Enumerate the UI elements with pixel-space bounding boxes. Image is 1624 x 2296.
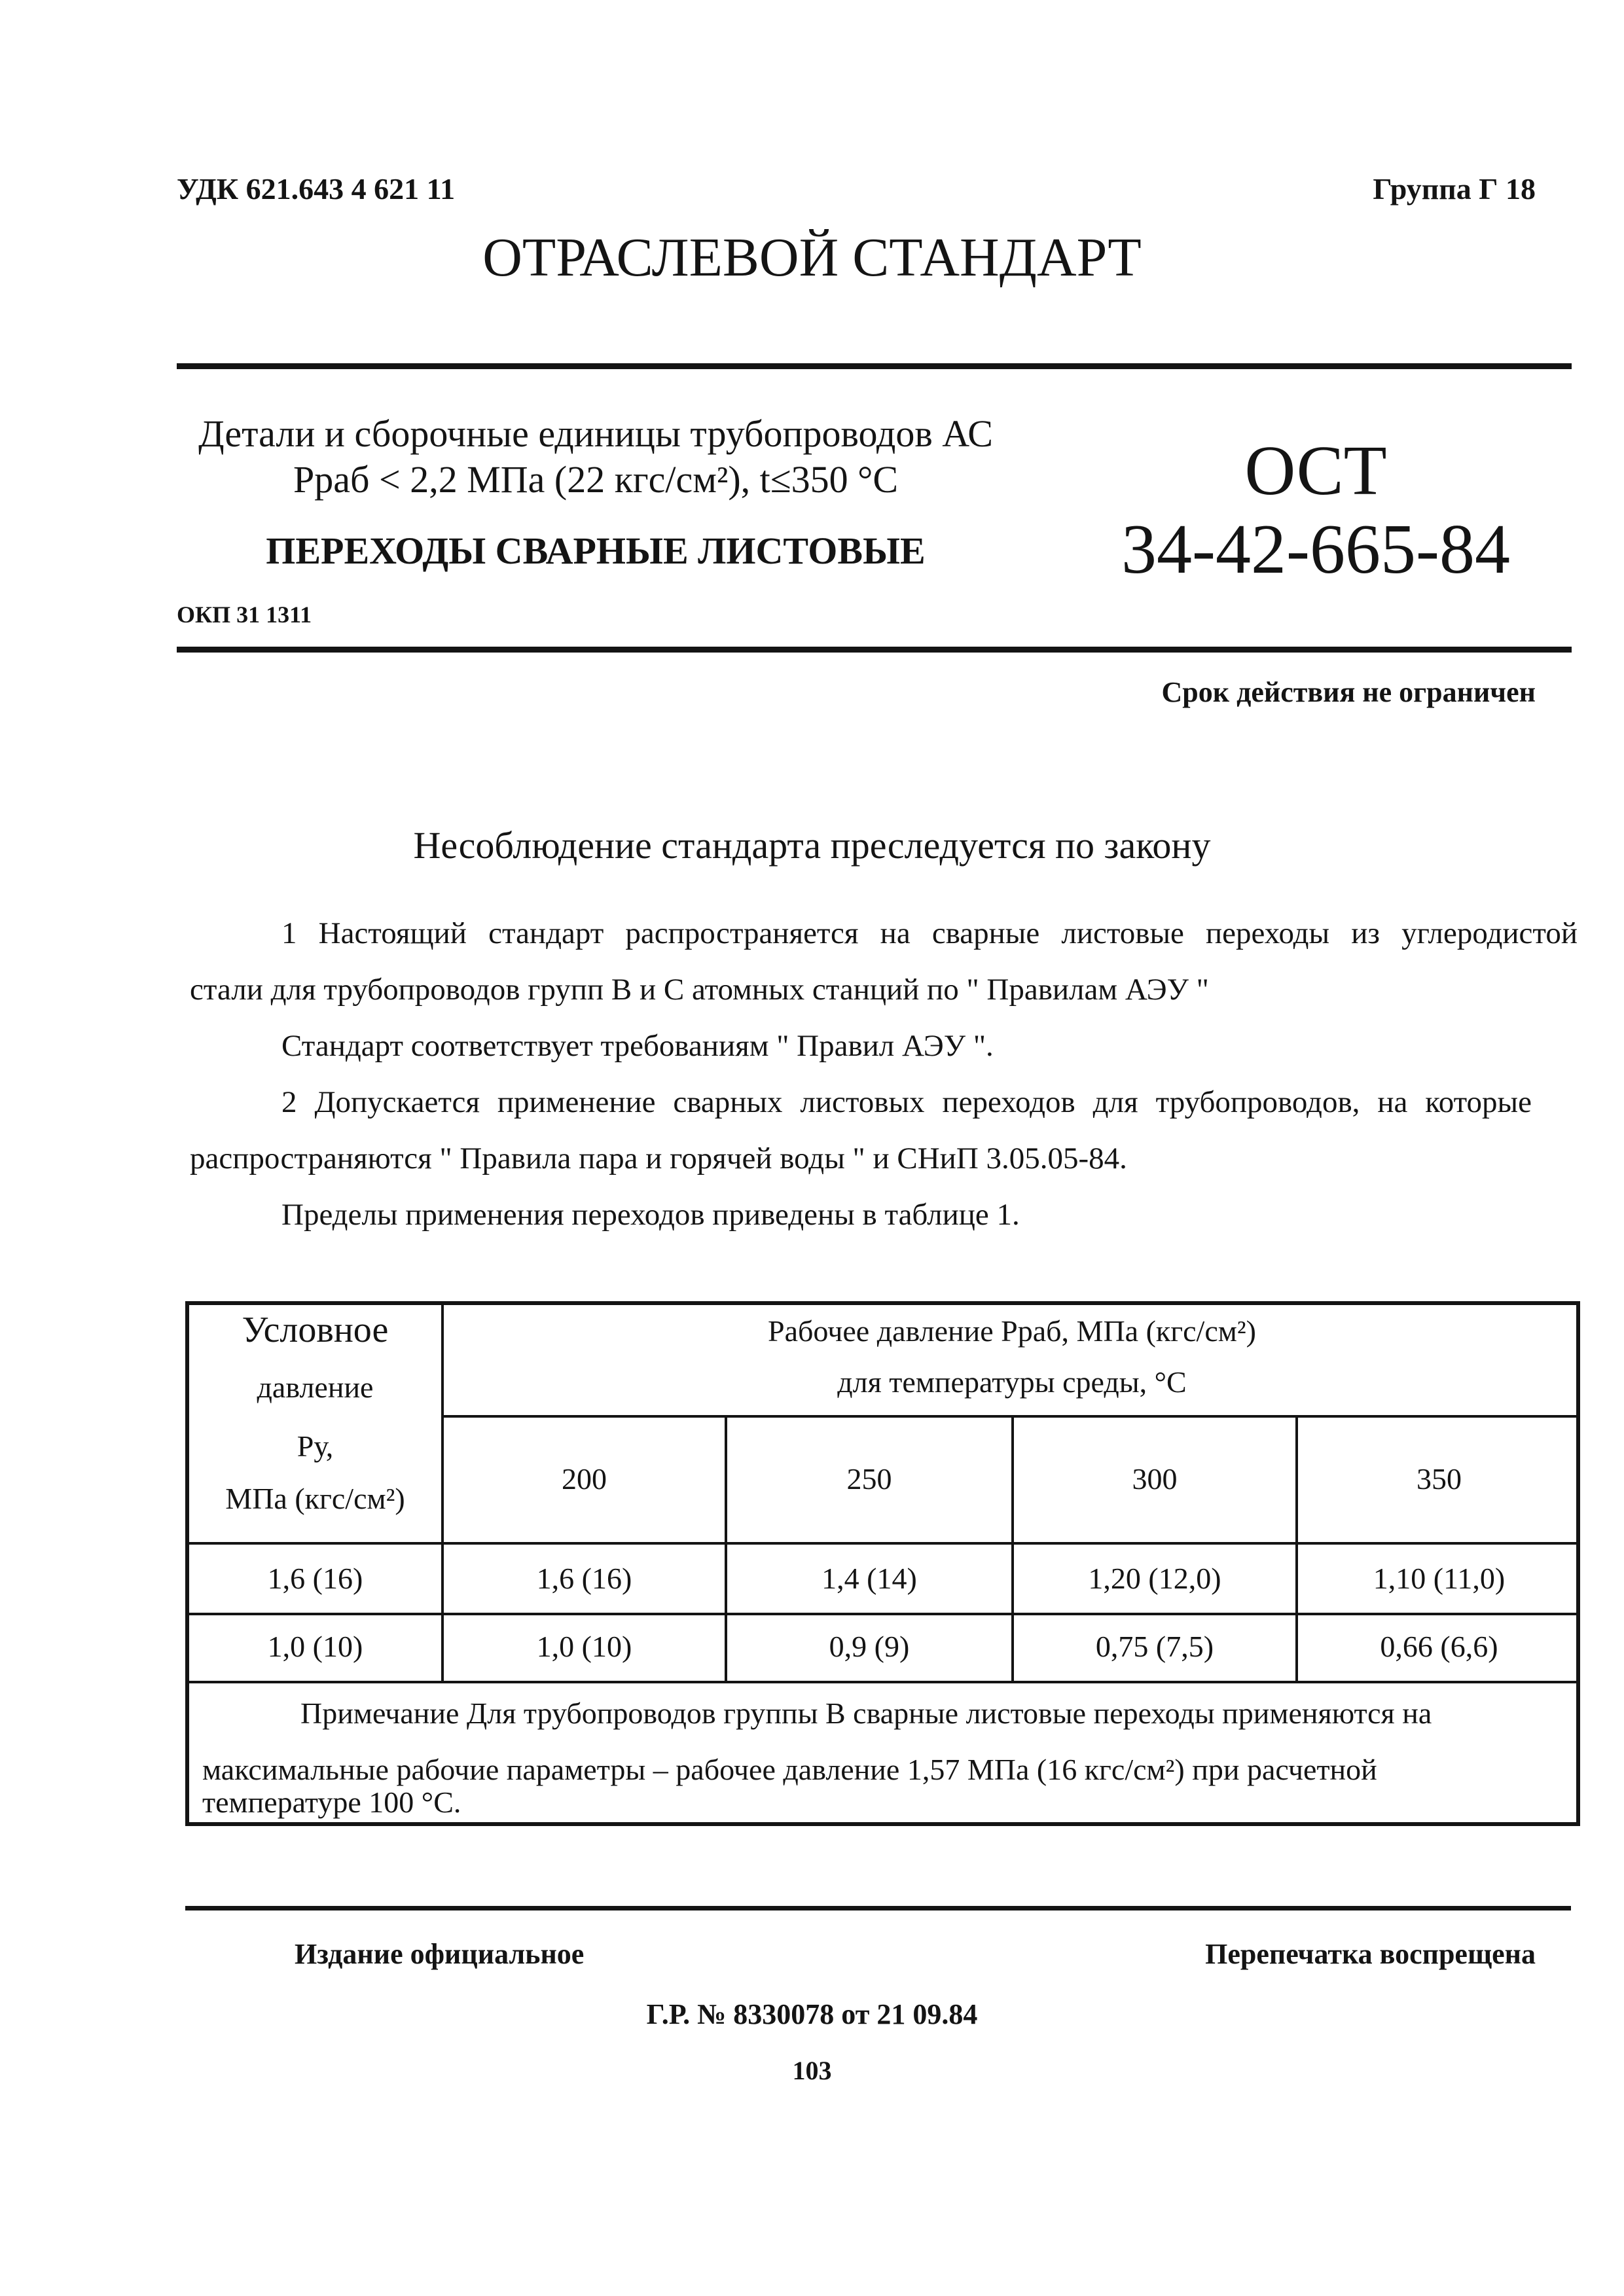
paragraph-1-line-2: стали для трубопроводов групп В и С атомных станций по " Правилам АЭУ " — [190, 973, 1209, 1007]
header-nominal-pressure-symbol: Ру, — [297, 1429, 334, 1463]
paragraph-2-line-2: распространяются " Правила пара и горячей воды " и СНиП 3.05.05-84. — [190, 1141, 1127, 1175]
top-rule — [177, 363, 1572, 369]
group-code: Группа Г 18 — [1373, 172, 1536, 206]
header-temp-200: 200 — [562, 1462, 607, 1496]
paragraph-3: Пределы применения переходов приведены в таблице 1. — [281, 1198, 1020, 1232]
legal-warning: Несоблюдение стандарта преследуется по закону — [413, 824, 1211, 867]
designation-line-2: Рраб < 2,2 МПа (22 кгс/см²), t≤350 °С — [293, 458, 899, 501]
header-temp-300: 300 — [1132, 1462, 1178, 1496]
table-divider — [189, 1681, 1580, 1683]
table-divider — [189, 1542, 1580, 1545]
ost-label: ОСТ — [1244, 432, 1387, 510]
table-cell: 1,20 (12,0) — [1088, 1562, 1221, 1595]
header-working-temperature: для температуры среды, °С — [837, 1365, 1187, 1399]
table-divider — [441, 1415, 1580, 1418]
edition-note: Издание официальное — [295, 1938, 585, 1970]
limits-table — [185, 1301, 1580, 1826]
header-nominal-pressure-unit: МПа (кгс/см²) — [225, 1482, 405, 1515]
table-note-line-3: температуре 100 °С. — [202, 1785, 461, 1819]
designation-title: ПЕРЕХОДЫ СВАРНЫЕ ЛИСТОВЫЕ — [266, 529, 926, 572]
middle-rule — [177, 647, 1572, 653]
registration-number: Г.Р. № 8330078 от 21 09.84 — [646, 1998, 978, 2030]
table-divider — [189, 1613, 1580, 1615]
page-number: 103 — [792, 2056, 832, 2085]
header-working-pressure: Рабочее давление Рраб, МПа (кгс/см²) — [768, 1314, 1256, 1348]
header-nominal-pressure-line-2: давление — [257, 1371, 374, 1404]
ost-number: 34-42-665-84 — [1121, 511, 1510, 588]
reprint-note: Перепечатка воспрещена — [1205, 1938, 1536, 1970]
table-cell: 0,75 (7,5) — [1095, 1630, 1214, 1663]
table-cell: 1,6 (16) — [536, 1562, 632, 1595]
table-cell: 0,66 (6,6) — [1380, 1630, 1498, 1663]
validity-note: Срок действия не ограничен — [1161, 676, 1536, 708]
udk-code: УДК 621.643 4 621 11 — [177, 172, 456, 206]
paragraph-2-line-1: 2 Допускается применение сварных листовых переходов для трубопроводов, на которые — [281, 1085, 1532, 1119]
paragraph-1-line-3: Стандарт соответствует требованиям " Правил АЭУ ". — [281, 1029, 994, 1063]
standard-type-title: ОТРАСЛЕВОЙ СТАНДАРТ — [482, 227, 1142, 288]
header-temp-350: 350 — [1416, 1462, 1462, 1496]
table-cell: 1,6 (16) — [267, 1562, 363, 1595]
okp-code: ОКП 31 1311 — [177, 601, 312, 628]
table-note-line-2: максимальные рабочие параметры – рабочее давление 1,57 МПа (16 кгс/см²) при расчетной — [202, 1753, 1377, 1786]
table-cell: 1,0 (10) — [267, 1630, 363, 1663]
table-cell: 1,10 (11,0) — [1373, 1562, 1506, 1595]
header-nominal-pressure: Условное — [242, 1310, 389, 1350]
designation-line-1: Детали и сборочные единицы трубопроводов АС — [198, 412, 993, 455]
table-note-line-1: Примечание Для трубопроводов группы В сварные листовые переходы применяются на — [300, 1696, 1432, 1730]
header-temp-250: 250 — [846, 1462, 892, 1496]
footer-rule — [185, 1906, 1571, 1910]
table-cell: 1,4 (14) — [821, 1562, 917, 1595]
table-cell: 0,9 (9) — [829, 1630, 910, 1663]
paragraph-1-line-1: 1 Настоящий стандарт распространяется на сварные листовые переходы из углеродистой — [281, 916, 1578, 950]
table-cell: 1,0 (10) — [536, 1630, 632, 1663]
